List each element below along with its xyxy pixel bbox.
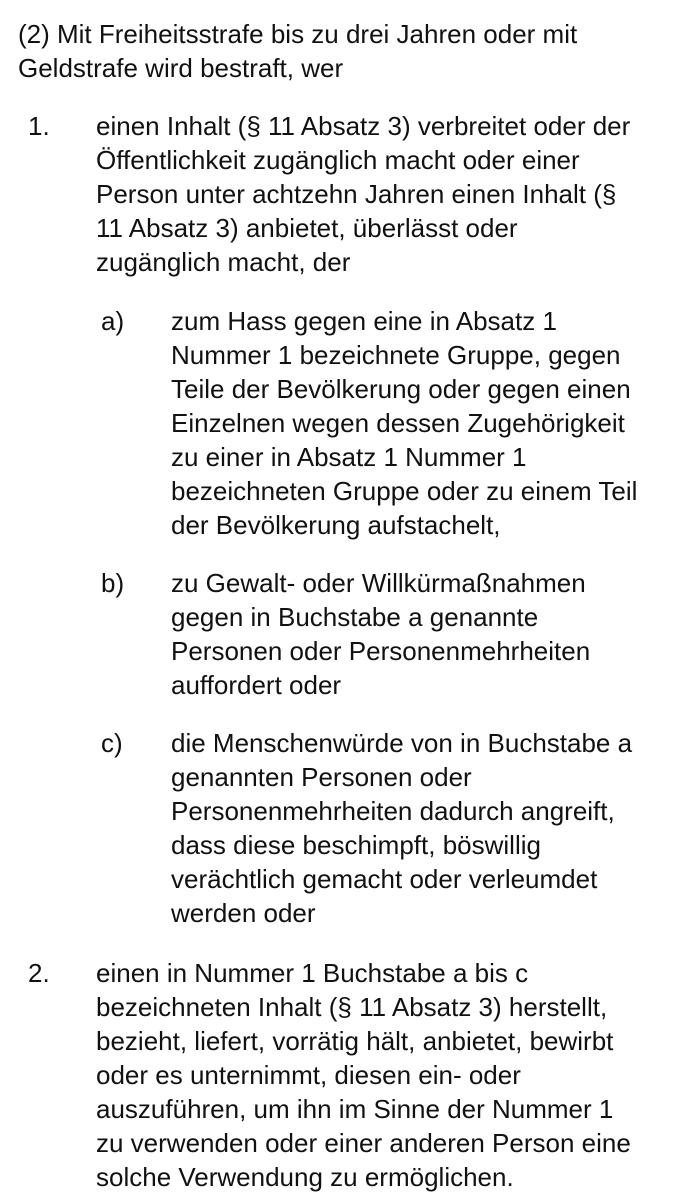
item-line: bezieht, liefert, vorrätig hält, anbietet, bewirbt [96, 1026, 614, 1056]
sub-item-letter: b) [101, 568, 125, 598]
sub-item-line: der Bevölkerung aufstachelt, [171, 510, 501, 540]
sub-item-line: Nummer 1 bezeichnete Gruppe, gegen [171, 340, 621, 370]
item-line: zugänglich macht, der [96, 247, 351, 277]
item-line: einen in Nummer 1 Buchstabe a bis c [96, 958, 529, 988]
sub-item-line: Teile der Bevölkerung oder gegen einen [171, 374, 631, 404]
sub-item-letter: c) [101, 728, 123, 758]
item-line: Öffentlichkeit zugänglich macht oder einer [96, 145, 580, 175]
item-line: zu verwenden oder einer anderen Person eine [96, 1128, 631, 1158]
sub-item-line: die Menschenwürde von in Buchstabe a [171, 728, 633, 758]
item-line: 11 Absatz 3) anbietet, überlässt oder [96, 213, 518, 243]
sub-item-line: dass diese beschimpft, böswillig [171, 830, 541, 860]
item-line: solche Verwendung zu ermöglichen. [96, 1162, 514, 1192]
sub-item-line: zu Gewalt- oder Willkürmaßnahmen [171, 568, 586, 598]
sub-item-line: zu einer in Absatz 1 Nummer 1 [171, 442, 527, 472]
sub-item-line: werden oder [171, 898, 316, 928]
sub-item-letter: a) [101, 306, 125, 336]
item-number: 2. [28, 958, 50, 988]
sub-item-line: bezeichneten Gruppe oder zu einem Teil [171, 476, 638, 506]
intro-line: Geldstrafe wird bestraft, wer [18, 53, 344, 83]
sub-item-line: gegen in Buchstabe a genannte [171, 602, 539, 632]
item-line: einen Inhalt (§ 11 Absatz 3) verbreitet oder der [96, 111, 631, 141]
sub-item-line: genannten Personen oder [171, 762, 472, 792]
intro-line: (2) Mit Freiheitsstrafe bis zu drei Jahren oder mit [18, 19, 578, 49]
sub-item-line: auffordert oder [171, 670, 342, 700]
sub-item-line: Personenmehrheiten dadurch angreift, [171, 796, 615, 826]
sub-item-line: zum Hass gegen eine in Absatz 1 [171, 306, 557, 336]
item-line: Person unter achtzehn Jahren einen Inhalt (§ [96, 179, 617, 209]
item-line: auszuführen, um ihn im Sinne der Nummer 1 [96, 1094, 614, 1124]
item-line: oder es unternimmt, diesen ein- oder [96, 1060, 521, 1090]
sub-item-line: verächtlich gemacht oder verleumdet [171, 864, 598, 894]
sub-item-line: Einzelnen wegen dessen Zugehörigkeit [171, 408, 625, 438]
sub-item-line: Personen oder Personenmehrheiten [171, 636, 591, 666]
item-number: 1. [28, 111, 50, 141]
item-line: bezeichneten Inhalt (§ 11 Absatz 3) herstellt, [96, 992, 608, 1022]
